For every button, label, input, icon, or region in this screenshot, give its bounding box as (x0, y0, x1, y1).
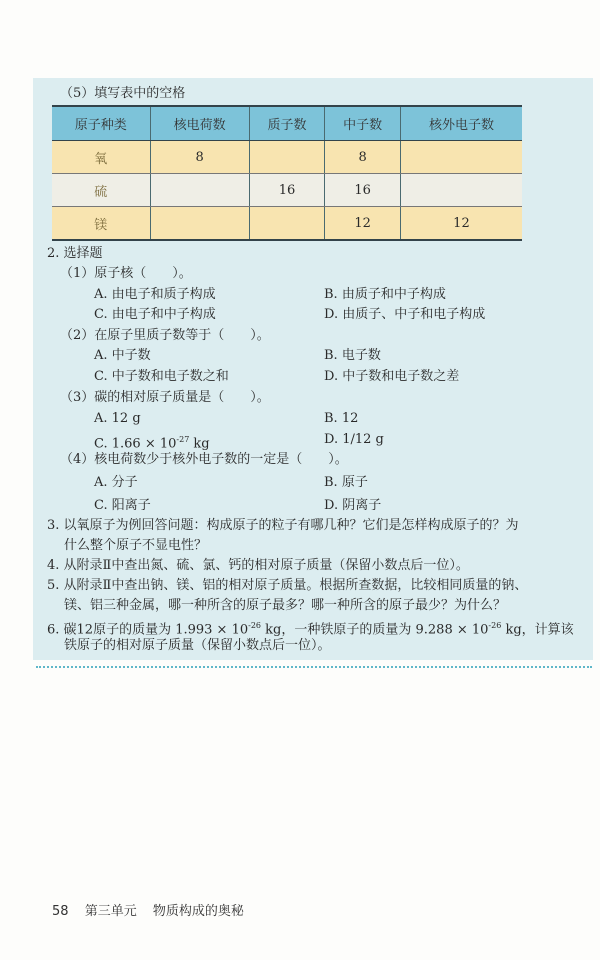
cell (249, 141, 325, 174)
q2-4-stem: （4）核电荷数少于核外电子数的一定是（ ）。 (60, 452, 348, 467)
option: A. 由电子和质子构成 (94, 287, 216, 302)
option: D. 阴离子 (324, 498, 382, 513)
option: D. 中子数和电子数之差 (324, 369, 460, 384)
cell: 8 (150, 141, 249, 174)
cell (400, 141, 522, 174)
q3-line1: 3. 以氧原子为例回答问题：构成原子的粒子有哪几种？它们是怎样构成原子的？为 (47, 518, 519, 533)
cell (150, 174, 249, 207)
option: A. 分子 (94, 475, 138, 490)
cell: 镁 (52, 207, 150, 241)
q5-line2: 镁、铝三种金属，哪一种所含的原子最多？哪一种所含的原子最少？为什么？ (64, 598, 507, 613)
text: kg，计算该 (501, 622, 574, 638)
cell: 氧 (52, 141, 150, 174)
q2-title: 2. 选择题 (47, 246, 103, 261)
cell (150, 207, 249, 241)
option: C. 中子数和电子数之和 (94, 369, 229, 384)
table-row (52, 207, 522, 241)
q2-1-stem: （1）原子核（ ）。 (60, 266, 192, 281)
exponent: -26 (248, 621, 262, 630)
header-cell: 中子数 (325, 106, 401, 141)
atom-table (52, 105, 522, 241)
q2-3-stem: （3）碳的相对原子质量是（ ）。 (60, 390, 270, 405)
cell: 8 (325, 141, 401, 174)
exponent: -26 (488, 621, 502, 630)
q5-title: （5）填写表中的空格 (60, 86, 186, 101)
option (94, 432, 210, 452)
option: D. 由质子、中子和电子构成 (324, 307, 486, 322)
q6-line2: 铁原子的相对原子质量（保留小数点后一位）。 (64, 638, 331, 653)
text: C. 1.66 × 10 (94, 436, 177, 452)
option: B. 原子 (324, 475, 368, 490)
table-header (52, 106, 522, 141)
text: kg，一种铁原子的质量为 9.288 × 10 (261, 622, 489, 638)
cell: 16 (249, 174, 325, 207)
q4: 4. 从附录Ⅱ中查出氮、硫、氯、钙的相对原子质量（保留小数点后一位）。 (47, 558, 469, 573)
cell (400, 174, 522, 207)
chapter-title: 物质构成的奥秘 (152, 904, 244, 919)
cell: 12 (400, 207, 522, 241)
q5-line1: 5. 从附录Ⅱ中查出钠、镁、铝的相对原子质量。根据所查数据，比较相同质量的钠、 (47, 578, 528, 593)
q3-line2: 什么整个原子不显电性？ (64, 538, 208, 553)
option: B. 由质子和中子构成 (324, 287, 446, 302)
table-row (52, 141, 522, 174)
cell: 12 (325, 207, 401, 241)
header-cell: 核电荷数 (150, 106, 249, 141)
option: C. 阳离子 (94, 498, 151, 513)
q2-2-stem: （2）在原子里质子数等于（ ）。 (60, 328, 270, 343)
unit-title: 第三单元 (84, 904, 137, 919)
header-cell: 原子种类 (52, 106, 150, 141)
option: D. 1/12 g (324, 432, 384, 447)
cell (249, 207, 325, 241)
exponent: -27 (176, 435, 190, 444)
page-number: 58 (52, 904, 69, 919)
option: C. 由电子和中子构成 (94, 307, 216, 322)
option: A. 12 g (94, 411, 141, 426)
option: B. 电子数 (324, 348, 381, 363)
option: B. 12 (324, 411, 359, 426)
text: 6. 碳12原子的质量为 1.993 × 10 (47, 622, 249, 638)
page-footer (52, 900, 256, 919)
header-cell: 核外电子数 (400, 106, 522, 141)
header-cell: 质子数 (249, 106, 325, 141)
text: kg (189, 436, 210, 452)
q6-line1 (47, 618, 574, 638)
cell: 硫 (52, 174, 150, 207)
cell: 16 (325, 174, 401, 207)
dotted-divider (36, 666, 592, 668)
table-row (52, 174, 522, 207)
option: A. 中子数 (94, 348, 151, 363)
